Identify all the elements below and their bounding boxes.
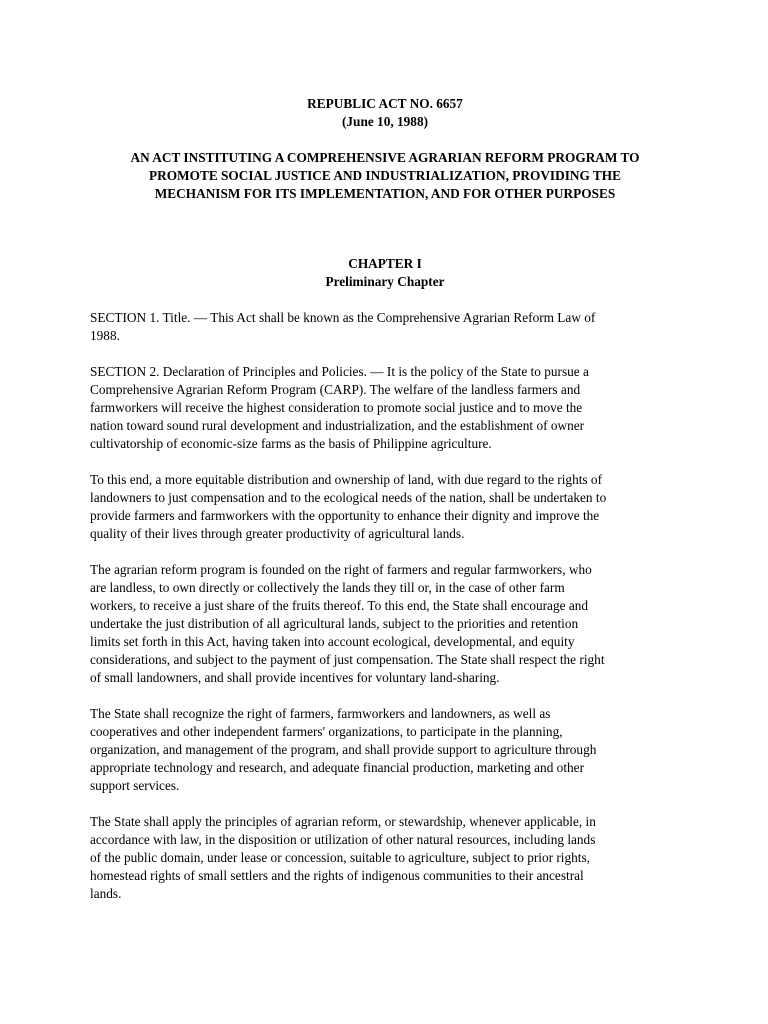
text-line: The State shall recognize the right of farmers, farmworkers and landowners, as well as: [90, 706, 551, 721]
text-line: workers, to receive a just share of the fruits thereof. To this end, the State shall encourage and: [90, 598, 589, 613]
stewardship-paragraph: [90, 813, 680, 903]
act-date: (June 10, 1988): [341, 114, 429, 129]
text-line: 1988.: [90, 328, 120, 343]
text-line: farmworkers will receive the highest consideration to promote social justice and to move the: [90, 400, 583, 415]
text-line: nation toward sound rural development and industrialization, and the establishment of owner: [90, 418, 585, 433]
text-line: landowners to just compensation and to the ecological needs of the nation, shall be undertaken to: [90, 490, 607, 505]
text-line: cultivatorship of economic-size farms as the basis of Philippine agriculture.: [90, 436, 492, 451]
text-line: Comprehensive Agrarian Reform Program (CARP). The welfare of the landless farmers and: [90, 382, 581, 397]
text-line: support services.: [90, 778, 180, 793]
text-line: considerations, and subject to the payment of just compensation. The State shall respect the right: [90, 652, 605, 667]
act-title-line: AN ACT INSTITUTING A COMPREHENSIVE AGRARIAN REFORM PROGRAM TO: [130, 150, 640, 165]
chapter-heading: [90, 255, 680, 291]
act-number: REPUBLIC ACT NO. 6657: [307, 96, 463, 111]
text-line: are landless, to own directly or collectively the lands they till or, in the case of other farm: [90, 580, 565, 595]
text-line: To this end, a more equitable distribution and ownership of land, with due regard to the rights of: [90, 472, 602, 487]
section-2-paragraph: [90, 363, 680, 453]
text-line: The State shall apply the principles of agrarian reform, or stewardship, whenever applicable, in: [90, 814, 596, 829]
text-line: cooperatives and other independent farmers' organizations, to participate in the planning,: [90, 724, 563, 739]
document-page: [90, 95, 680, 921]
text-line: homestead rights of small settlers and the rights of indigenous communities to their ancestral: [90, 868, 584, 883]
act-title: [90, 149, 680, 203]
text-line: organization, and management of the program, and shall provide support to agriculture through: [90, 742, 597, 757]
participation-paragraph: [90, 705, 680, 795]
text-line: SECTION 1. Title. — This Act shall be known as the Comprehensive Agrarian Reform Law of: [90, 310, 596, 325]
text-line: The agrarian reform program is founded on the right of farmers and regular farmworkers, who: [90, 562, 592, 577]
program-foundation-paragraph: [90, 561, 680, 687]
text-line: provide farmers and farmworkers with the opportunity to enhance their dignity and improve the: [90, 508, 600, 523]
text-line: accordance with law, in the disposition or utilization of other natural resources, including lands: [90, 832, 596, 847]
chapter-name: Preliminary Chapter: [325, 274, 445, 289]
text-line: of small landowners, and shall provide incentives for voluntary land-sharing.: [90, 670, 500, 685]
text-line: of the public domain, under lease or concession, suitable to agriculture, subject to prior rights,: [90, 850, 590, 865]
act-header: [90, 95, 680, 131]
section-1-paragraph: [90, 309, 680, 345]
text-line: appropriate technology and research, and adequate financial production, marketing and other: [90, 760, 584, 775]
text-line: limits set forth in this Act, having taken into account ecological, developmental, and equity: [90, 634, 575, 649]
text-line: lands.: [90, 886, 122, 901]
chapter-label: CHAPTER I: [348, 256, 422, 271]
equitable-distribution-paragraph: [90, 471, 680, 543]
text-line: undertake the just distribution of all agricultural lands, subject to the priorities and retention: [90, 616, 579, 631]
text-line: SECTION 2. Declaration of Principles and Policies. — It is the policy of the State to pursue a: [90, 364, 589, 379]
act-title-line: PROMOTE SOCIAL JUSTICE AND INDUSTRIALIZATION, PROVIDING THE: [148, 168, 621, 183]
text-line: quality of their lives through greater productivity of agricultural lands.: [90, 526, 465, 541]
act-title-line: MECHANISM FOR ITS IMPLEMENTATION, AND FOR OTHER PURPOSES: [154, 186, 616, 201]
